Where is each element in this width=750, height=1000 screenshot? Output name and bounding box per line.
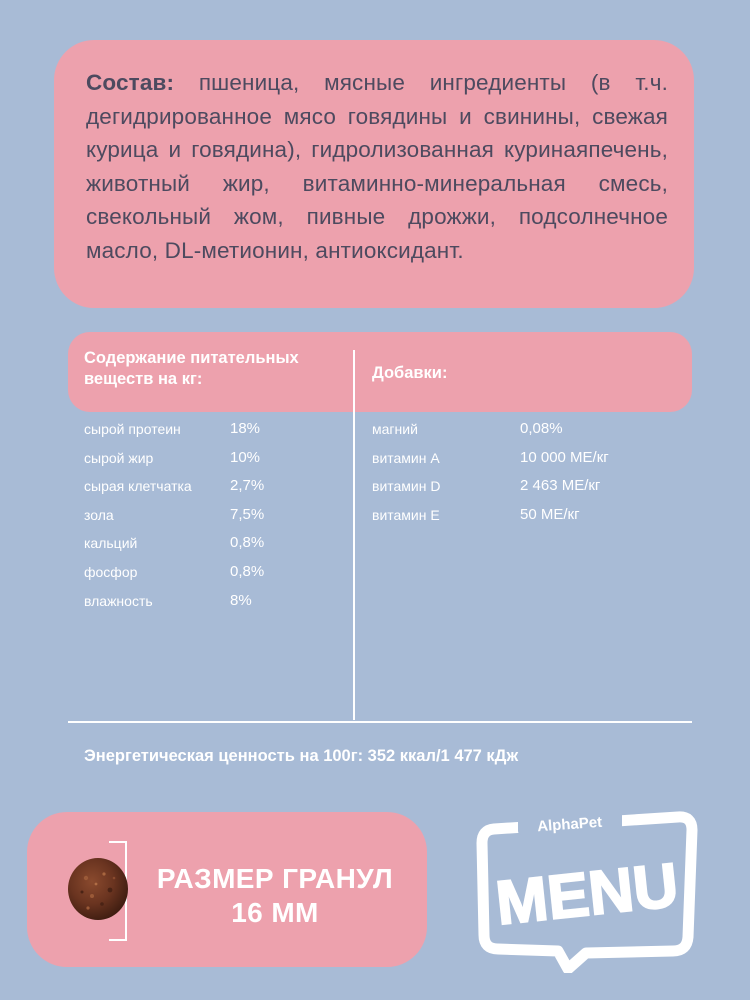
table-header-bar [68,332,692,412]
granule-size-line1: РАЗМЕР ГРАНУЛ [156,863,394,894]
nutrient-name: сырой протеин [84,421,181,437]
additive-value: 0,08% [520,420,563,437]
additive-value: 2 463 МЕ/кг [520,477,601,495]
composition-label: Состав: [86,70,175,95]
nutrient-name: фосфор [84,563,138,580]
additive-name: магний [372,421,418,437]
nutrient-name: влажность [84,592,153,609]
nutrient-name: сырая клетчатка [84,478,192,495]
additive-value: 50 МЕ/кг [520,505,580,523]
nutrient-value: 7,5% [230,505,265,523]
nutrient-value: 0,8% [230,534,265,552]
nutrients-title-line2: веществ на кг: [84,370,203,388]
additive-name: витамин D [372,478,441,495]
logo-brand: AlphaPet [536,813,603,836]
composition-panel [54,40,694,308]
granule-size-title [140,862,410,930]
energy-value: Энергетическая ценность на 100г: 352 ккал/1 477 кДж [84,747,519,765]
section-divider [68,721,692,723]
additive-name: витамин А [372,449,440,466]
column-divider [353,350,355,720]
nutrient-name: сырой жир [84,449,154,466]
nutrient-value: 2,7% [230,477,265,495]
nutrient-value: 18% [230,420,261,437]
nutrient-name: зола [84,506,114,523]
kibble-icon [66,856,130,922]
logo-word: MENU [492,850,682,939]
nutrient-value: 8% [230,591,252,609]
additive-value: 10 000 МЕ/кг [520,448,609,466]
composition-text: пшеница, мясные ингредиенты (в т.ч. дегидрированное мясо говядины и свинины, свежая курица и говядина), гидролизованная куринаяпечень, животный жир, витаминно-минеральная смесь, свекольный жом, пивные дрожжи, подсолнечное масло, DL-метионин, антиоксидант. [86,70,668,263]
nutrients-title-line1: Содержание питательных [84,349,299,367]
additive-name: витамин Е [372,506,440,523]
menu-logo-icon [466,803,706,973]
nutrient-value: 0,8% [230,562,265,580]
nutrients-title [84,348,344,390]
nutrient-name: кальций [84,535,138,552]
additives-title: Добавки: [372,364,448,382]
nutrient-value: 10% [230,448,261,466]
granule-size-line2: 16 ММ [231,897,319,928]
